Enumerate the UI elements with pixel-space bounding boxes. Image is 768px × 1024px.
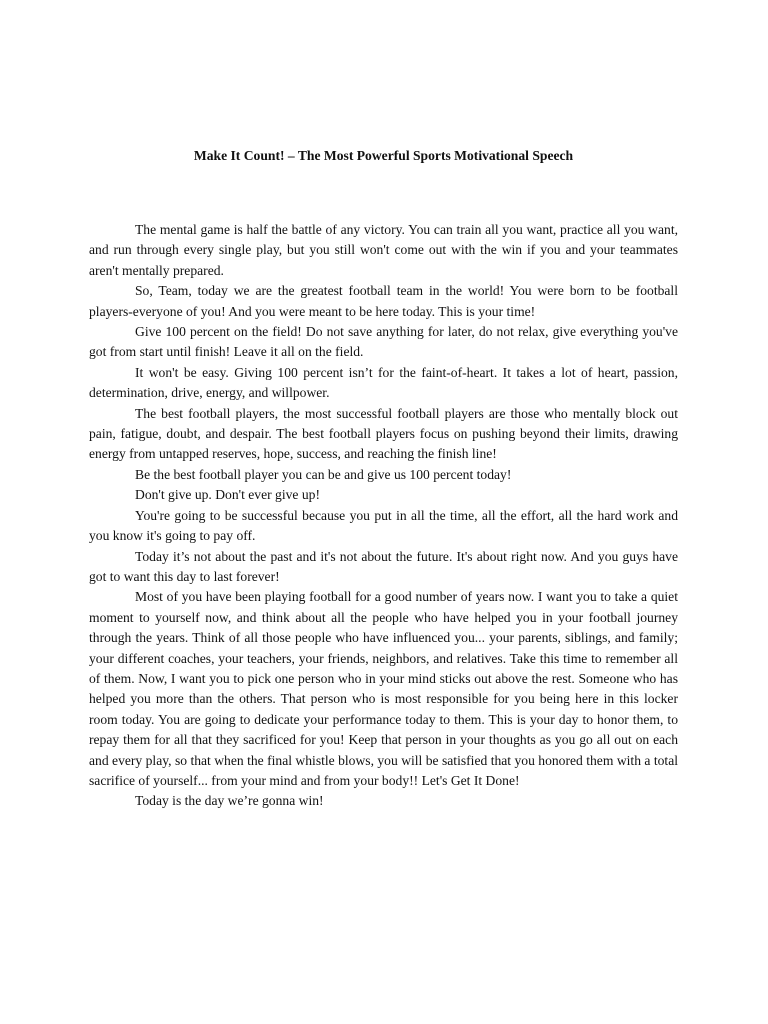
paragraph: The mental game is half the battle of any victory. You can train all you want, practice all you want, and run through every single play, but you still won't come out with the win if you and your teammates aren't mentally prepared. xyxy=(89,222,678,278)
paragraph: Today is the day we’re gonna win! xyxy=(135,793,324,809)
paragraph: Today it’s not about the past and it's not about the future. It's about right now. And you guys have got to want this day to last forever! xyxy=(89,548,678,584)
paragraph: It won't be easy. Giving 100 percent isn’t for the faint-of-heart. It takes a lot of heart, passion, determination, drive, energy, and willpower. xyxy=(89,364,678,401)
paragraph: Don't give up. Don't ever give up! xyxy=(135,487,320,503)
paragraph: Give 100 percent on the field! Do not save anything for later, do not relax, give everything you've got from start until finish! Leave it all on the field. xyxy=(89,324,678,360)
document-body xyxy=(89,220,678,812)
paragraph: Be the best football player you can be and give us 100 percent today! xyxy=(135,466,512,482)
paragraph: Most of you have been playing football for a good number of years now. I want you to take a quiet moment to yourself now, and think about all the people who have helped you in your football journey through the years. Think of all those people who have influenced you... your parents, siblings, and family; your different coaches, your teachers, your friends, neighbors, and relatives. Take this time to remember all of them. Now, I want you to pick one person who in your mind sticks out above the rest. Someone who has helped you more than the others. That person who is most responsible for you being here in this locker room today. You are going to dedicate your performance today to them. This is your day to honor them, to repay them for all that they sacrificed for you! Keep that person in your thoughts as you go all out on each and every play, so that when the final whistle blows, you will be satisfied that you honored them with a total sacrifice of yourself... from your mind and from your body!! Let's Get It Done! xyxy=(89,589,678,788)
paragraph: So, Team, today we are the greatest football team in the world! You were born to be football players-everyone of you! And you were meant to be here today. This is your time! xyxy=(89,283,678,319)
paragraph: The best football players, the most successful football players are those who mentally block out pain, fatigue, doubt, and despair. The best football players focus on pushing beyond their limits, drawing energy from untapped reserves, hope, success, and reaching the finish line! xyxy=(89,405,678,462)
document-title: Make It Count! – The Most Powerful Sports Motivational Speech xyxy=(193,148,574,163)
paragraph: You're going to be successful because you put in all the time, all the effort, all the hard work and you know it's going to pay off. xyxy=(89,507,678,544)
